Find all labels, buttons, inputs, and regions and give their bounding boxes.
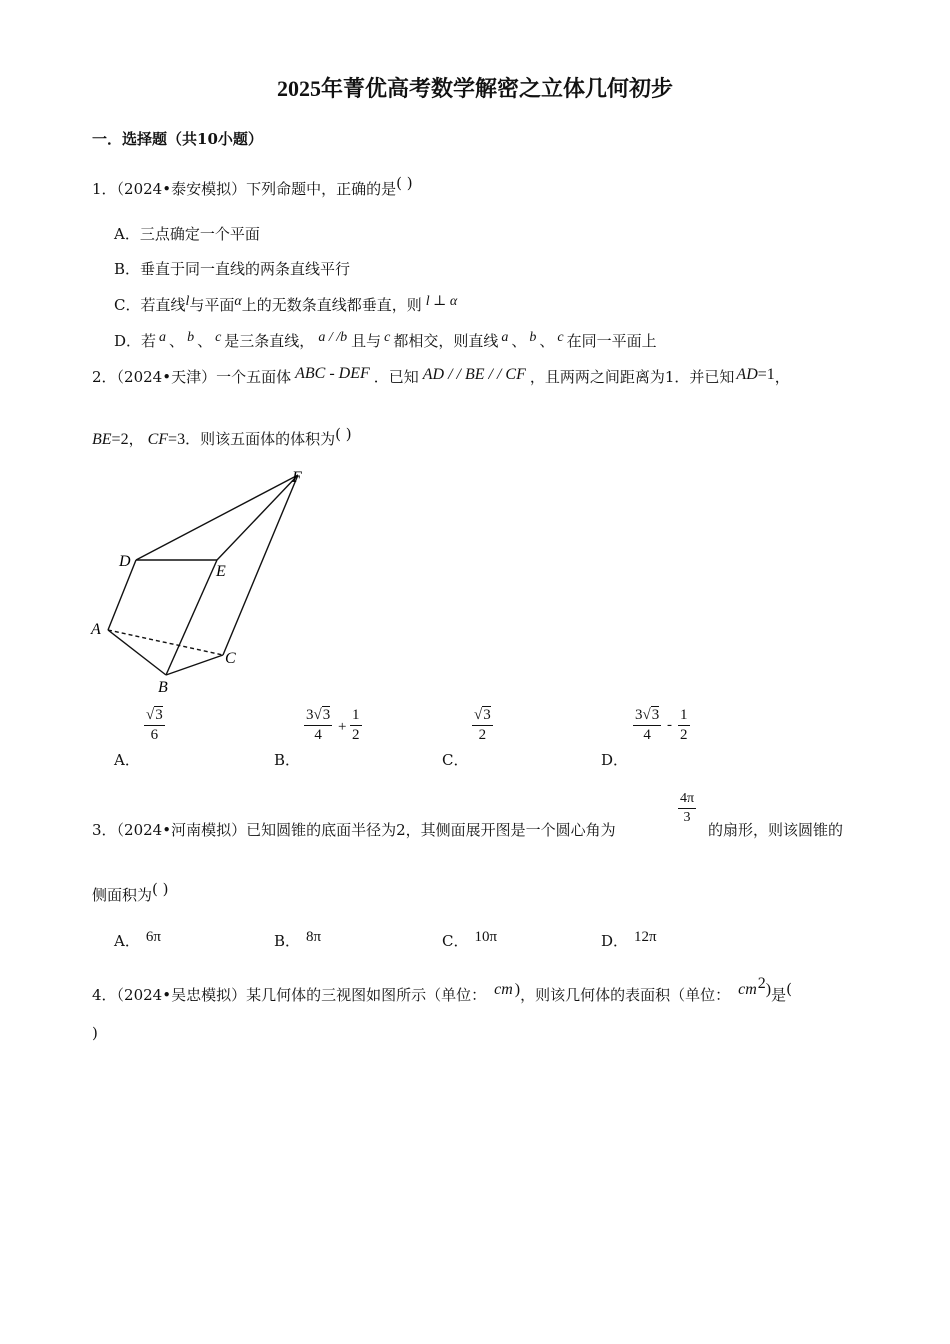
coefficient: 3 [306,707,314,723]
option-value: 10π [474,929,498,945]
coefficient: 3 [635,707,643,723]
q2-text: ．已知 [373,368,419,386]
denominator: 2 [352,727,360,743]
option-value: 8π [306,929,322,945]
math-alpha: α [234,294,242,309]
math-cf-value: =3 [168,431,186,448]
math-be: BE [92,431,112,448]
q2-option-c-value: √3 2 [474,707,491,743]
q2-option-b-label[interactable]: B． [274,751,301,769]
option-text: 是三条直线， [224,332,315,350]
denominator: 2 [478,727,487,743]
option-label: B． [274,932,301,950]
option-text: 、 [511,332,527,350]
q1-option-d[interactable] [114,330,657,351]
q1-option-c[interactable] [114,294,457,315]
q3-text: 侧面积为 [92,886,153,904]
radicand: 3 [483,707,491,723]
q2-option-b-operator: + [338,719,347,735]
q2-number: 2． [92,368,117,386]
q2-option-d-frac2 [678,707,690,744]
option-text: 垂直于同一直线的两条直线平行 [140,260,351,278]
option-text: 且与 [351,332,382,350]
math-c: c [557,330,564,345]
q2-answer-paren: ( ) [335,425,352,443]
option-label: A． [114,932,140,950]
denominator: 2 [680,727,688,743]
q2-option-d-label[interactable]: D． [601,751,629,769]
option-text: 、 [197,332,213,350]
option-text: 三点确定一个平面 [139,225,260,243]
denominator: 4 [643,727,651,743]
option-text: 与平面 [189,296,235,314]
math-unit-cm2: cm [738,981,757,998]
q2-source: （2024•天津） [116,368,217,386]
math-a-parallel-b: a / /b [318,330,348,345]
q4-text: ，则该几何体的表面积（单位： [520,986,731,1004]
option-text: 若 [141,332,157,350]
vertex-label-B: B [158,679,168,696]
vertex-label-E: E [216,563,226,580]
math-b: b [187,330,195,345]
option-label: C． [442,932,469,950]
edge-BC [166,655,223,675]
q2-option-a-label[interactable]: A． [114,751,140,769]
q3-option-a[interactable] [114,930,161,951]
q2-option-a-value: √3 6 [146,707,163,743]
q3-option-b[interactable] [274,930,321,951]
math-a: a [501,330,509,345]
question-3-stem-line1 [92,819,616,840]
q1-answer-paren: ( ) [396,174,413,192]
q3-number: 3． [92,821,117,839]
option-text: 、 [539,332,555,350]
q2-option-b-frac1: 3√3 4 [306,707,331,743]
vertex-label-F: F [292,469,302,486]
edge-EF [217,475,298,560]
question-3-stem-line2 [92,880,169,905]
edge-CF [223,475,298,655]
math-be-value: =2 [111,431,129,448]
q1-number: 1． [92,180,117,198]
option-text: 都相交，则直线 [393,332,499,350]
denominator: 4 [314,727,322,743]
edge-AD [108,560,136,630]
q3-answer-paren: ( ) [152,880,169,898]
math-unit-exponent: 2 [757,975,766,992]
q2-option-d-frac1: 3√3 4 [635,707,660,743]
q1-text: 下列命题中，正确的是 [246,180,397,198]
radicand: 3 [651,707,660,723]
option-text: 上的无数条直线都垂直，则 [241,296,422,314]
radicand: 3 [322,707,331,723]
q3-text: 已知圆锥的底面半径为2，其侧面展开图是一个圆心角为 [246,821,616,839]
numerator: 1 [680,707,688,723]
denominator: 3 [683,810,691,825]
option-text: 若直线 [140,296,186,314]
q2-option-b-frac2 [350,707,362,744]
radicand: 3 [155,707,163,723]
math-unit-cm: cm [494,981,513,998]
math-cf: CF [147,431,169,448]
math-perp: l ⊥ α [425,294,458,309]
numerator: 4π [680,791,695,806]
vertex-label-C: C [225,650,236,667]
q3-option-d[interactable] [601,930,657,951]
question-4-stem-line1: 4．（2024•吴忠模拟）某几何体的三视图如图所示（单位： cm )，则该几何体的表面积（单位： $cm^2$)是( [92,975,792,1004]
math-parallel: AD / / BE / / CF [422,366,526,383]
q4-answer-paren-close: ) [92,1024,98,1042]
vertex-label-D: D [119,553,131,570]
q1-option-b[interactable] [114,258,350,279]
page-title: 2025年菁优高考数学解密之立体几何初步 [276,76,673,101]
q1-option-a[interactable] [114,223,260,244]
q4-number: 4． [92,986,117,1004]
q2-text: ， [128,430,144,448]
q2-option-d-operator: - [667,717,672,733]
math-a: a [159,330,167,345]
denominator: 6 [150,727,159,743]
math-ad: AD [736,366,758,383]
vertex-label-A: A [91,621,101,638]
q4-text: 某几何体的三视图如图所示（单位： [246,986,487,1004]
option-label: D． [601,932,629,950]
q2-option-c-label[interactable]: C． [442,751,469,769]
math-c: c [384,330,391,345]
math-l: l [185,294,190,309]
edge-BE [166,560,217,675]
option-value: 6π [145,929,161,945]
q2-text: 一个五面体 [216,368,292,386]
option-label: D． [114,332,142,350]
option-label: B． [114,260,141,278]
q2-text: ．则该五面体的体积为 [185,430,336,448]
q4-source: （2024•吴忠模拟） [116,986,247,1004]
option-label: A． [114,225,140,243]
option-value: 12π [634,929,657,945]
math-ad-value: =1 [757,366,775,383]
q3-option-c[interactable] [442,930,497,951]
math-b: b [529,330,537,345]
q4-answer-paren-open: ( [786,980,792,998]
question-2-stem-line2 [92,425,352,449]
math-solid: ABC - DEF [295,365,370,382]
q1-source: （2024•泰安模拟） [116,180,247,198]
question-3-stem-line1-end: 的扇形，则该圆锥的 [708,821,844,839]
q3-angle-fraction [678,791,696,826]
q4-text: 是 [771,986,787,1004]
q2-text: ，且两两之间距离为1．并已知 [529,368,735,386]
edge-DF [136,475,298,560]
pentahedron-figure [85,462,325,702]
section-heading: 一．选择题（共10小题） [92,130,263,148]
numerator: 1 [352,707,360,723]
question-1-stem [92,174,413,199]
option-label: C． [114,296,141,314]
math-c: c [215,330,222,345]
q3-source: （2024•河南模拟） [116,821,247,839]
option-text: 、 [169,332,185,350]
q2-text: ， [774,368,790,386]
option-text: 在同一平面上 [566,332,657,350]
question-2-stem-line1 [92,366,790,387]
